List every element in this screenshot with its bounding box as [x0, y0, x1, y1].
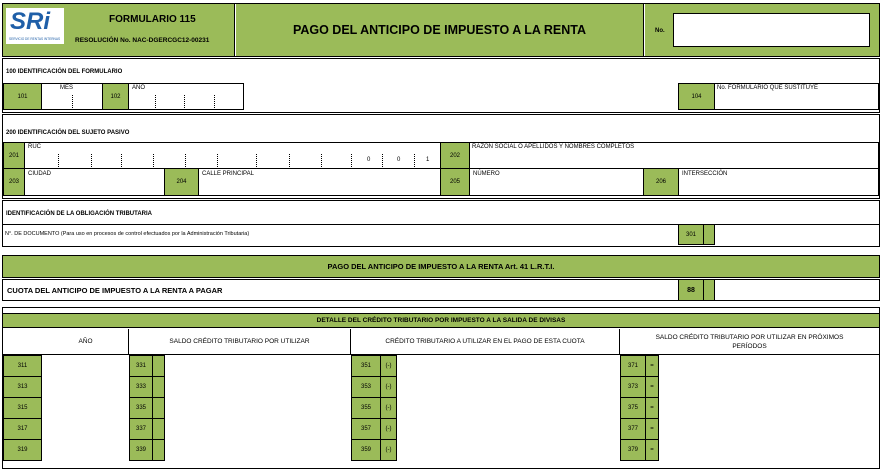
- column-header-balance-text: SALDO CRÉDITO TRIBUTARIO POR UTILIZAR: [169, 338, 310, 345]
- column-header-balance: [129, 329, 351, 355]
- code-202: 202: [440, 142, 470, 169]
- code-315: 315: [3, 397, 42, 419]
- year-input[interactable]: [41, 355, 130, 377]
- code-331: 331: [129, 355, 153, 377]
- ruc-fixed-digit: 0: [367, 157, 371, 163]
- ruc-digit-divider: [414, 154, 415, 167]
- code-203: 203: [3, 168, 25, 196]
- minus-sign: (-): [380, 376, 397, 398]
- code-353: 353: [351, 376, 381, 398]
- year-label: AÑO: [132, 85, 146, 91]
- resolution-text: RESOLUCIÓN No. NAC-DGERCGC12-00231: [75, 37, 210, 44]
- ruc-digit-divider: [289, 154, 290, 167]
- code-313: 313: [3, 376, 42, 398]
- code-375: 375: [620, 397, 646, 419]
- month-field[interactable]: [41, 83, 103, 110]
- next-periods-input[interactable]: [658, 355, 879, 377]
- next-periods-input[interactable]: [658, 439, 879, 461]
- balance-input[interactable]: [164, 439, 352, 461]
- year-input[interactable]: [41, 376, 130, 398]
- code-88: 88: [678, 279, 704, 301]
- main-street-label: CALLE PRINCIPAL: [202, 171, 254, 177]
- substitute-form-field[interactable]: [714, 83, 879, 110]
- month-label: MES: [60, 85, 74, 91]
- year-digit-divider: [214, 95, 215, 108]
- code-337: 337: [129, 418, 153, 440]
- balance-input[interactable]: [164, 355, 352, 377]
- code-104: 104: [678, 83, 715, 110]
- ruc-digit-divider: [217, 154, 218, 167]
- column-header-next-periods: [620, 329, 879, 355]
- code-206: 206: [643, 168, 679, 196]
- balance-input[interactable]: [164, 376, 352, 398]
- page-title: PAGO DEL ANTICIPO DE IMPUESTO A LA RENTA: [292, 23, 587, 37]
- column-header-credit-used-text: CRÉDITO TRIBUTARIO A UTILIZAR EN EL PAGO DE ESTA CUOTA: [385, 338, 585, 345]
- code-101: 101: [3, 83, 42, 110]
- code-205: 205: [440, 168, 470, 196]
- ruc-digit-divider: [153, 154, 154, 167]
- code-317: 317: [3, 418, 42, 440]
- business-name-label: RAZÓN SOCIAL O APELLIDOS Y NOMBRES COMPLETOS: [472, 144, 635, 150]
- next-periods-input[interactable]: [658, 418, 879, 440]
- sri-logo-text: SRi: [10, 8, 51, 35]
- street-number-field[interactable]: [469, 168, 644, 196]
- credit-used-input[interactable]: [396, 397, 621, 419]
- code-357: 357: [351, 418, 381, 440]
- column-header-year: [3, 329, 129, 355]
- minus-sign: (-): [380, 439, 397, 461]
- code-373: 373: [620, 376, 646, 398]
- ruc-label: RUC: [28, 144, 41, 150]
- payment-banner: [2, 255, 880, 278]
- code-204: 204: [164, 168, 199, 196]
- ruc-digit-divider: [321, 154, 322, 167]
- ruc-fixed-digit: 0: [397, 157, 401, 163]
- credit-used-input[interactable]: [396, 376, 621, 398]
- obligation-title: IDENTIFICACIÓN DE LA OBLIGACIÓN TRIBUTARIA: [6, 211, 152, 217]
- column-header-next-periods-text: SALDO CRÉDITO TRIBUTARIO POR UTILIZAR EN PRÓXIMOS PERÍODOS: [655, 333, 844, 350]
- section-200-title: 200 IDENTIFICACIÓN DEL SUJETO PASIVO: [6, 130, 130, 136]
- sri-logo-subtitle: SERVICIO DE RENTAS INTERNAS: [9, 37, 61, 41]
- code-355: 355: [351, 397, 381, 419]
- code-339: 339: [129, 439, 153, 461]
- detail-banner: [3, 313, 879, 328]
- year-input[interactable]: [41, 397, 130, 419]
- year-input[interactable]: [41, 439, 130, 461]
- ruc-digit-divider: [256, 154, 257, 167]
- code-301: 301: [678, 224, 704, 245]
- next-periods-input[interactable]: [658, 397, 879, 419]
- number-cell: [645, 4, 879, 56]
- detail-banner-text: DETALLE DEL CRÉDITO TRIBUTARIO POR IMPUESTO A LA SALIDA DE DIVISAS: [316, 317, 566, 324]
- code-333: 333: [129, 376, 153, 398]
- equals-sign: =: [645, 397, 659, 419]
- ruc-digit-divider: [382, 154, 383, 167]
- ruc-digit-divider: [351, 154, 352, 167]
- ruc-digit-divider: [185, 154, 186, 167]
- equals-sign: =: [645, 439, 659, 461]
- year-digit-divider: [184, 95, 185, 108]
- code-102: 102: [102, 83, 129, 110]
- city-field[interactable]: [24, 168, 165, 196]
- credit-used-input[interactable]: [396, 418, 621, 440]
- code-379: 379: [620, 439, 646, 461]
- main-street-field[interactable]: [198, 168, 441, 196]
- street-number-label: NÚMERO: [473, 171, 500, 177]
- number-label: No.: [655, 28, 665, 34]
- code-351: 351: [351, 355, 381, 377]
- minus-sign: (-): [380, 355, 397, 377]
- column-header-credit-used: [351, 329, 620, 355]
- sri-logo: [6, 8, 64, 44]
- installment-label: CUOTA DEL ANTICIPO DE IMPUESTO A LA RENTA A PAGAR: [7, 286, 223, 295]
- intersection-field[interactable]: [678, 168, 879, 196]
- month-digit-divider: [72, 95, 73, 108]
- year-digit-divider: [155, 95, 156, 108]
- ruc-digit-divider: [58, 154, 59, 167]
- ruc-fixed-digit: 1: [426, 157, 430, 163]
- code-335: 335: [129, 397, 153, 419]
- credit-used-input[interactable]: [396, 355, 621, 377]
- code-201: 201: [3, 142, 25, 169]
- title-cell: [236, 4, 644, 56]
- code-311: 311: [3, 355, 42, 377]
- code-359: 359: [351, 439, 381, 461]
- document-number-label: N°. DE DOCUMENTO (Para uso en procesos de control efectuados por la Administración Tributaria): [5, 231, 250, 237]
- installment-amount-input[interactable]: [714, 279, 879, 301]
- year-input[interactable]: [41, 418, 130, 440]
- ruc-field[interactable]: [24, 142, 441, 169]
- balance-input[interactable]: [164, 418, 352, 440]
- substitute-form-label: No. FORMULARIO QUE SUSTITUYE: [717, 85, 819, 91]
- year-field[interactable]: [128, 83, 244, 110]
- form-label: FORMULARIO 115: [109, 14, 196, 25]
- business-name-field[interactable]: [469, 142, 879, 169]
- credit-used-input[interactable]: [396, 439, 621, 461]
- ruc-digit-divider: [91, 154, 92, 167]
- code-319: 319: [3, 439, 42, 461]
- minus-sign: (-): [380, 418, 397, 440]
- section-100-title: 100 IDENTIFICACIÓN DEL FORMULARIO: [6, 69, 123, 75]
- minus-sign: (-): [380, 397, 397, 419]
- city-label: CIUDAD: [28, 171, 52, 177]
- equals-sign: =: [645, 355, 659, 377]
- ruc-digit-divider: [121, 154, 122, 167]
- code-371: 371: [620, 355, 646, 377]
- balance-input[interactable]: [164, 397, 352, 419]
- next-periods-input[interactable]: [658, 376, 879, 398]
- column-header-year-text: AÑO: [78, 338, 93, 345]
- form-id-cell: [3, 4, 235, 56]
- code-377: 377: [620, 418, 646, 440]
- document-number-input[interactable]: [714, 224, 879, 245]
- form-number-input[interactable]: [673, 13, 870, 47]
- intersection-label: INTERSECCIÓN: [682, 171, 728, 177]
- equals-sign: =: [645, 418, 659, 440]
- equals-sign: =: [645, 376, 659, 398]
- payment-banner-text: PAGO DEL ANTICIPO DE IMPUESTO A LA RENTA Art. 41 L.R.T.I.: [327, 262, 555, 271]
